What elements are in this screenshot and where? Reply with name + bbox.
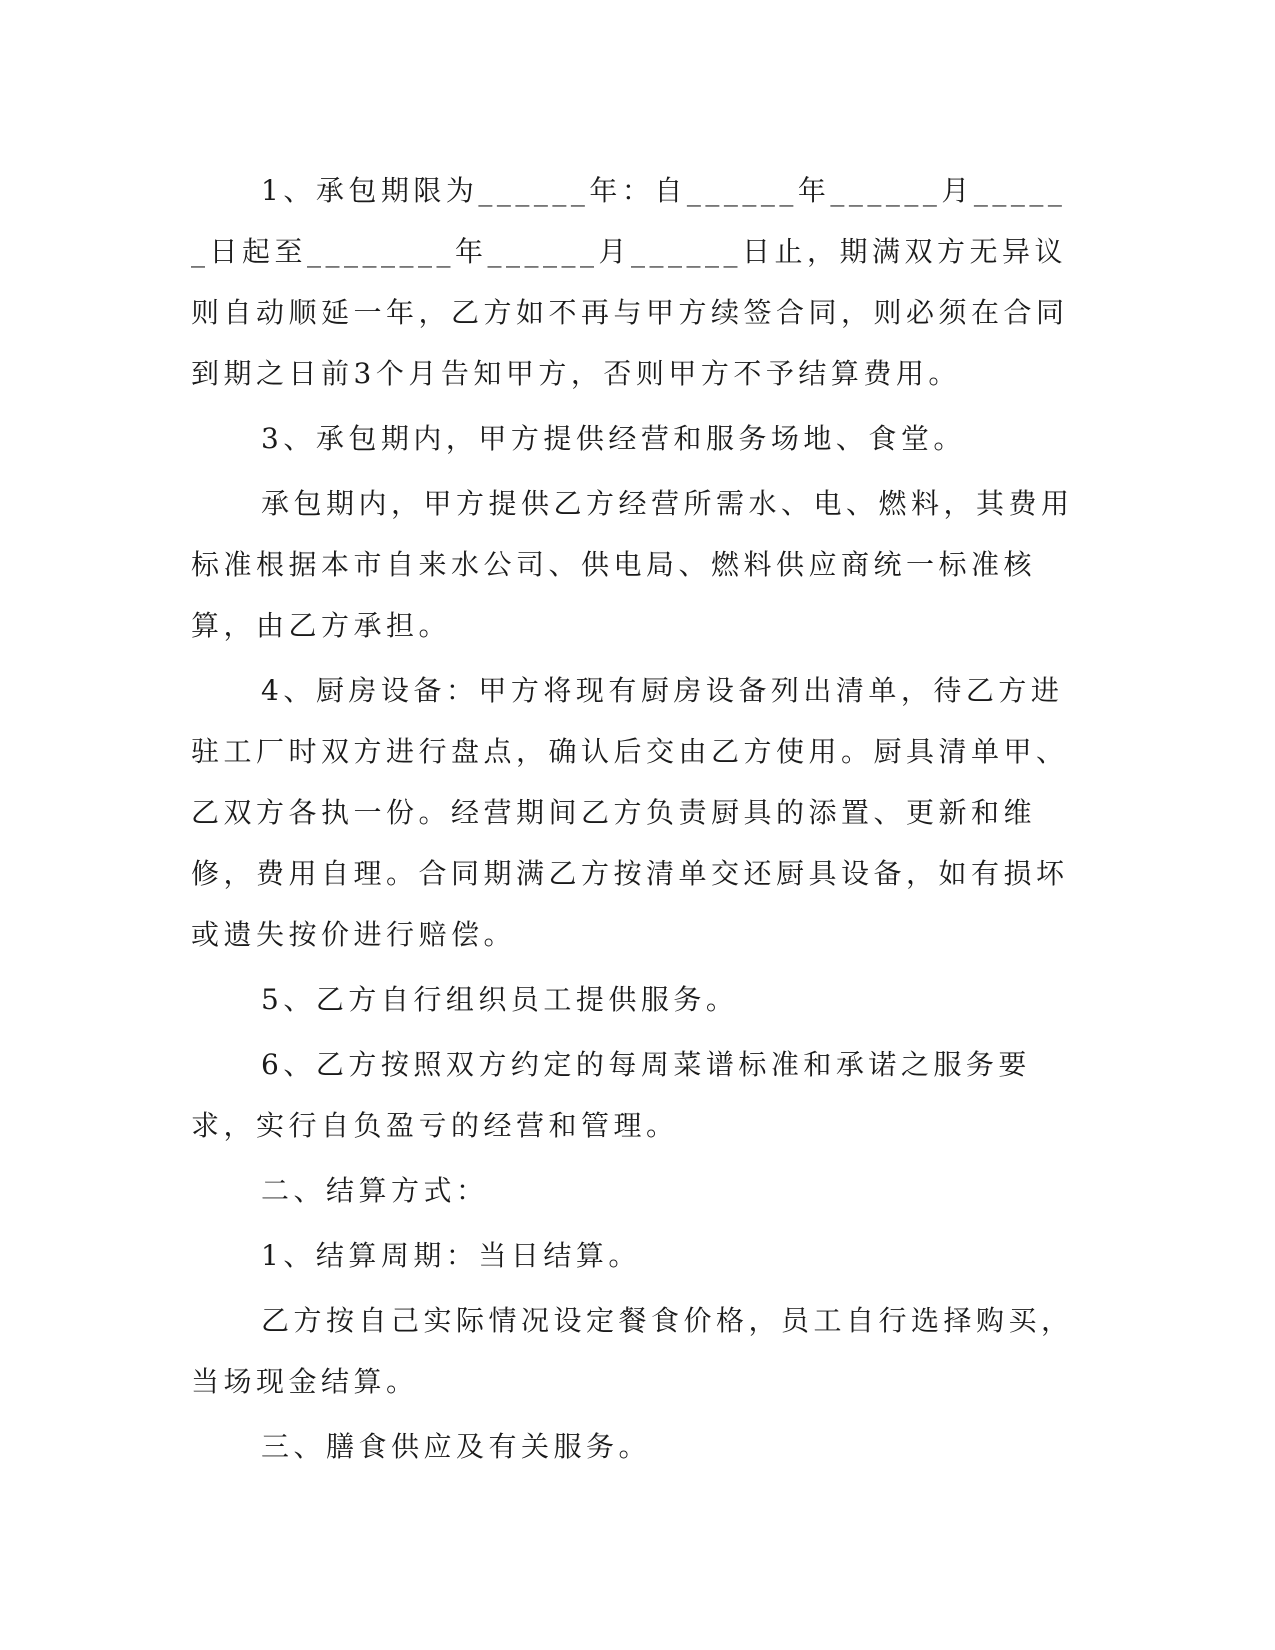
paragraph-venue-provision: 3、承包期内，甲方提供经营和服务场地、食堂。 <box>261 422 966 455</box>
heading-meal-supply: 三、膳食供应及有关服务。 <box>261 1430 652 1463</box>
paragraph-kitchen-equipment: 4、厨房设备：甲方将现有厨房设备列出清单，待乙方进驻工厂时双方进行盘点，确认后交由乙方使用。厨具清单甲、乙双方各执一份。经营期间乙方负责厨具的添置、更新和维修，费用自理。合同期满乙方按清单交还厨具设备，如有损坏或遗失按价进行赔偿。 <box>191 674 1069 951</box>
paragraph-menu-standard: 6、乙方按照双方约定的每周菜谱标准和承诺之服务要求，实行自负盈亏的经营和管理。 <box>191 1048 1031 1142</box>
paragraph-meal-pricing: 乙方按自己实际情况设定餐食价格，员工自行选择购买，当场现金结算。 <box>191 1304 1074 1398</box>
document-body <box>191 160 1079 1481</box>
paragraph-contract-term: 1、承包期限为______年：自______年______月______日起至________年______月______日止，期满双方无异议则自动顺延一年，乙方如不再与甲方续签合同，则必须在合同到期之日前3个月告知甲方，否则甲方不予结算费用。 <box>191 174 1069 390</box>
paragraph-staffing: 5、乙方自行组织员工提供服务。 <box>261 983 739 1016</box>
paragraph-utilities: 承包期内，甲方提供乙方经营所需水、电、燃料，其费用标准根据本市自来水公司、供电局、燃料供应商统一标准核算，由乙方承担。 <box>191 487 1074 642</box>
paragraph-settlement-cycle: 1、结算周期：当日结算。 <box>261 1239 641 1272</box>
heading-settlement-method: 二、结算方式： <box>261 1174 489 1207</box>
